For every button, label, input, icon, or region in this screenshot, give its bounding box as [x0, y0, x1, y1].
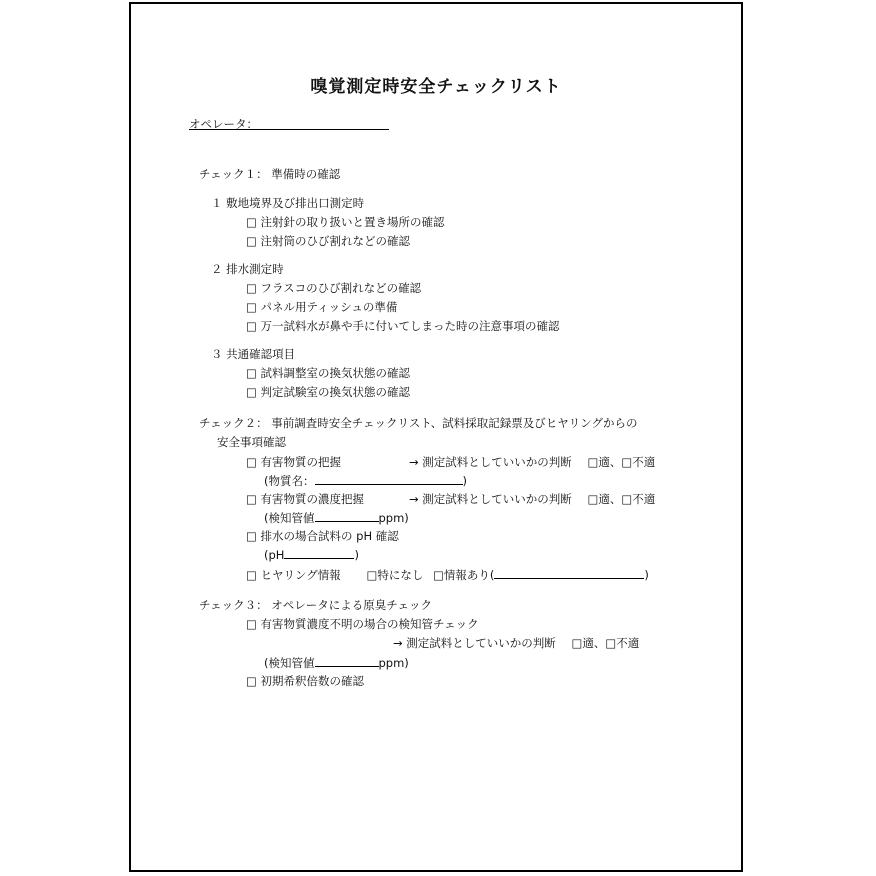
check1-section3-heading: ３ 共通確認項目: [211, 347, 296, 361]
checkbox-icon[interactable]: □: [621, 455, 633, 469]
checkbox-icon[interactable]: □: [246, 234, 257, 248]
check2-item1-judgement: → 測定試料としていいかの判断 □適、□不適: [409, 455, 656, 469]
checkbox-icon[interactable]: □: [246, 300, 257, 314]
check2-item1: □ 有害物質の把握: [246, 455, 342, 469]
checkbox-icon[interactable]: □: [246, 617, 257, 631]
operator-blank-line: [189, 129, 389, 130]
checklist-item: □ フラスコのひび割れなどの確認: [246, 281, 422, 295]
checklist-item: □ パネル用ティッシュの準備: [246, 300, 398, 314]
document-title: 嗅覚測定時安全チェックリスト: [310, 77, 562, 97]
detector-blank-line[interactable]: [315, 655, 379, 667]
check2-item3: □ 排水の場合試料の pH 確認: [246, 529, 399, 543]
checkbox-icon[interactable]: □: [605, 636, 617, 650]
checkbox-icon[interactable]: □: [246, 215, 257, 229]
check3-item1: □ 有害物質濃度不明の場合の検知管チェック: [246, 617, 479, 631]
check3-item2: □ 初期希釈倍数の確認: [246, 674, 365, 688]
check2-item2-detector: (検知管値 ppm): [264, 511, 409, 525]
checkbox-icon[interactable]: □: [587, 492, 599, 506]
check2-item2-judgement: → 測定試料としていいかの判断 □適、□不適: [409, 492, 656, 506]
checkbox-icon[interactable]: □: [571, 636, 583, 650]
check2-item4: □ ヒヤリング情報 □特になし □情報あり( ): [246, 568, 649, 582]
checklist-item: □ 注射針の取り扱いと置き場所の確認: [246, 215, 445, 229]
check1-section2-heading: ２ 排水測定時: [211, 262, 284, 276]
operator-label: オペレータ：: [189, 117, 258, 131]
checkbox-icon[interactable]: □: [366, 568, 378, 582]
checkbox-icon[interactable]: □: [246, 385, 257, 399]
checklist-item: □ 試料調整室の換気状態の確認: [246, 366, 411, 380]
checkbox-icon[interactable]: □: [246, 281, 257, 295]
checkbox-icon[interactable]: □: [246, 674, 257, 688]
substance-blank-line[interactable]: [315, 473, 463, 485]
checklist-item: □ 注射筒のひび割れなどの確認: [246, 234, 411, 248]
check3-item1-detector: (検知管値 ppm): [264, 656, 409, 670]
hearing-info-blank-line[interactable]: [494, 567, 644, 579]
checkbox-icon[interactable]: □: [246, 568, 257, 582]
checkbox-icon[interactable]: □: [433, 568, 444, 582]
check2-heading-line1: チェック２： 事前調査時安全チェックリスト、試料採取記録票及びヒヤリングからの: [199, 416, 638, 430]
check2-item1-substance: (物質名： ): [264, 474, 467, 488]
checkbox-icon[interactable]: □: [246, 455, 257, 469]
check2-item3-ph: (pH ): [264, 548, 359, 562]
checkbox-icon[interactable]: □: [621, 492, 633, 506]
document-page: [129, 2, 743, 872]
checkbox-icon[interactable]: □: [246, 492, 257, 506]
checklist-item: □ 万一試料水が鼻や手に付いてしまった時の注意事項の確認: [246, 319, 560, 333]
detector-blank-line[interactable]: [315, 510, 379, 522]
checkbox-icon[interactable]: □: [246, 529, 257, 543]
check1-heading: チェック１： 準備時の確認: [199, 167, 341, 181]
check3-heading: チェック３： オペレータによる原臭チェック: [199, 598, 432, 612]
checkbox-icon[interactable]: □: [246, 319, 257, 333]
checkbox-icon[interactable]: □: [587, 455, 599, 469]
checkbox-icon[interactable]: □: [246, 366, 257, 380]
checklist-item: □ 判定試験室の換気状態の確認: [246, 385, 411, 399]
check3-item1-judgement: → 測定試料としていいかの判断 □適、□不適: [393, 636, 640, 650]
check1-section1-heading: １ 敷地境界及び排出口測定時: [211, 196, 365, 210]
check2-item2: □ 有害物質の濃度把握: [246, 492, 365, 506]
ph-blank-line[interactable]: [284, 547, 354, 559]
check2-heading-line2: 安全事項確認: [217, 435, 286, 449]
